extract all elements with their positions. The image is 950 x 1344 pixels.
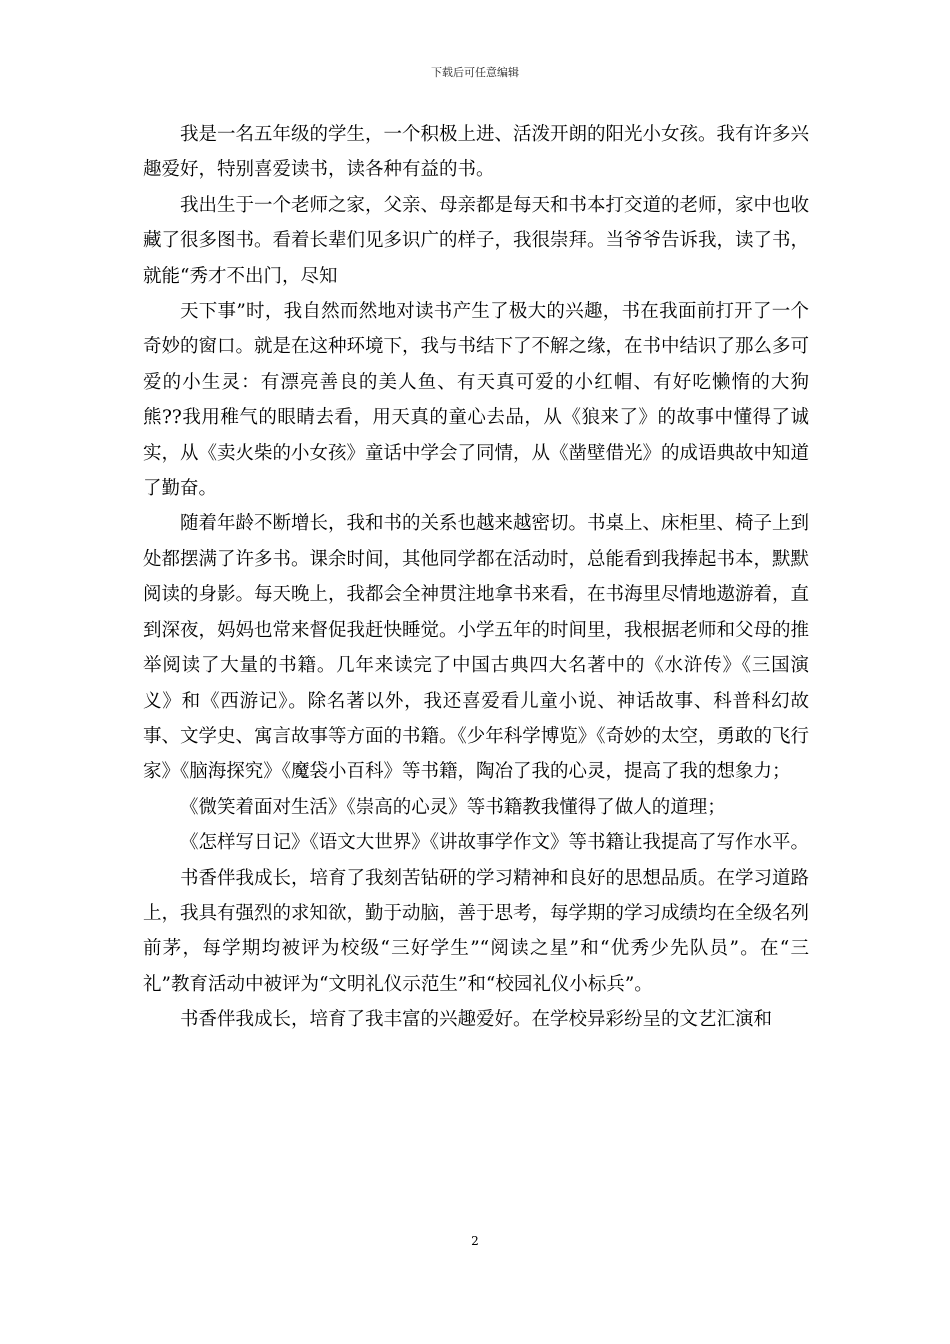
paragraph-1: 我是一名五年级的学生，一个积极上进、活泼开朗的阳光小女孩。我有许多兴趣爱好，特别喜爱读书，读各种有益的书。 [143, 124, 810, 181]
paragraph-3: 天下事”时，我自然而然地对读书产生了极大的兴趣，书在我面前打开了一个奇妙的窗口。就是在这种环境下，我与书结下了不解之缘，在书中结识了那么多可爱的小生灵：有漂亮善良的美人鱼、有天真可爱的小红帽、有好吃懒惰的大狗熊??我用稚气的眼睛去看，用天真的童心去品，从《狼来了》的故事中懂得了诚实，从《卖火柴的小女孩》童话中学会了同情，从《凿壁借光》的成语典故中知道了勤奋。 [143, 301, 810, 500]
paragraph-8: 书香伴我成长，培育了我丰富的兴趣爱好。在学校异彩纷呈的文艺汇演和 [180, 1009, 773, 1031]
paragraph-6: 《怎样写日记》《语文大世界》《讲故事学作文》等书籍让我提高了写作水平。 [180, 832, 810, 854]
page-header-note: 下载后可任意编辑 [431, 66, 519, 79]
paragraph-4: 随着年龄不断增长，我和书的关系也越来越密切。书桌上、床柜里、椅子上到处都摆满了许多书。课余时间，其他同学都在活动时，总能看到我捧起书本，默默阅读的身影。每天晚上，我都会全神贯注地拿书来看，在书海里尽情地遨游着，直到深夜，妈妈也常来督促我赶快睡觉。小学五年的时间里，我根据老师和父母的推举阅读了大量的书籍。几年来读完了中国古典四大名著中的《水浒传》《三国演义》和《西游记》。除名著以外，我还喜爱看儿童小说、神话故事、科普科幻故事、文学史、寓言故事等方面的书籍。《少年科学博览》《奇妙的太空，勇敢的飞行家》《脑海探究》《魔袋小百科》等书籍，陶冶了我的心灵，提高了我的想象力； [143, 513, 810, 783]
paragraph-2: 我出生于一个老师之家，父亲、母亲都是每天和书本打交道的老师，家中也收藏了很多图书。看着长辈们见多识广的样子，我很崇拜。当爷爷告诉我，读了书，就能“秀才不出门，尽知 [143, 194, 810, 287]
document-body [143, 117, 809, 1038]
paragraph-5: 《微笑着面对生活》《崇高的心灵》等书籍教我懂得了做人的道理； [180, 796, 726, 818]
page-number: 2 [471, 1234, 479, 1248]
paragraph-7: 书香伴我成长，培育了我刻苦钻研的学习精神和良好的思想品质。在学习道路上，我具有强烈的求知欲，勤于动脑，善于思考，每学期的学习成绩均在全级名列前茅，每学期均被评为校级“三好学生”“阅读之星”和“优秀少先队员”。在“三礼”教育活动中被评为“文明礼仪示范生”和“校园礼仪小标兵”。 [143, 867, 810, 995]
